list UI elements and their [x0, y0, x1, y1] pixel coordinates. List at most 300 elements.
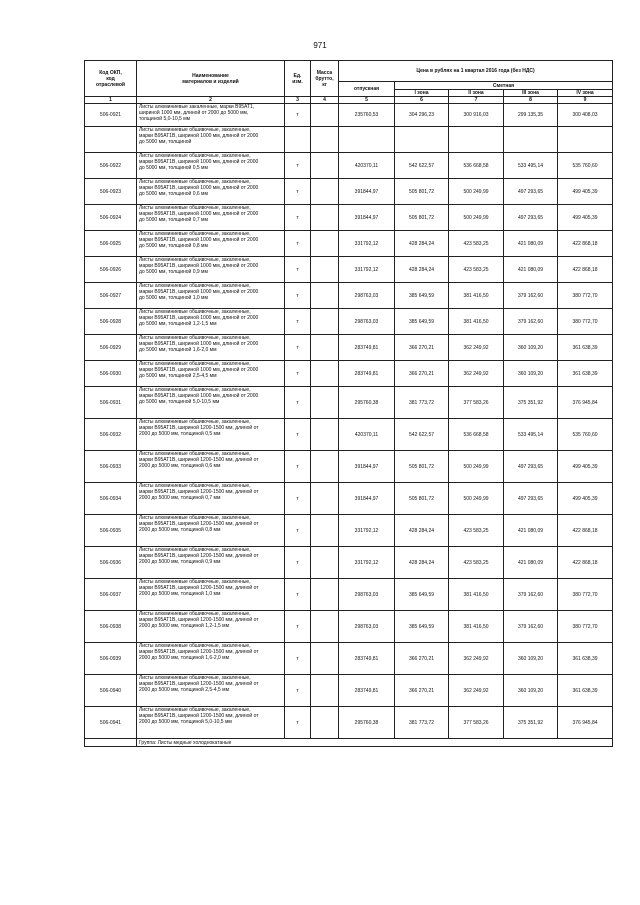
name-line: марки В95АТ1В, шириной 1200-1500 мм, длиной от [139, 649, 259, 655]
zone-4-price-cell: 380 772,70 [558, 309, 613, 335]
table-row [85, 483, 613, 515]
zone-3-price-cell [504, 127, 558, 153]
name-line: марки В95АТ1В, шириной 1200-1500 мм, длиной от [139, 681, 259, 687]
unit-cell: т [285, 515, 311, 547]
zone-1-price-cell: 385 649,59 [395, 579, 449, 611]
zone-4-price-cell: 535 760,60 [558, 153, 613, 179]
header-unit: Ед. изм. [285, 61, 311, 97]
name-cell [137, 127, 285, 153]
mass-cell [311, 547, 339, 579]
table-row [85, 675, 613, 707]
table-row [85, 707, 613, 739]
column-index: 2 [137, 97, 285, 104]
name-line: толщиной 5,0-10,5 мм [139, 116, 191, 122]
zone-1-price-cell: 381 773,72 [395, 707, 449, 739]
zone-2-price-cell: 362 249,92 [449, 335, 504, 361]
zone-2-price-cell: 377 583,26 [449, 387, 504, 419]
release-price-cell: 283749,81 [339, 335, 395, 361]
mass-cell [311, 104, 339, 127]
code-cell: 506-0927 [85, 283, 137, 309]
code-cell: 506-0928 [85, 309, 137, 335]
zone-1-price-cell: 385 649,59 [395, 283, 449, 309]
zone-1-price-cell: 366 270,21 [395, 361, 449, 387]
zone-2-price-cell: 381 416,50 [449, 309, 504, 335]
table-row [85, 515, 613, 547]
zone-3-price-cell: 379 162,60 [504, 283, 558, 309]
column-index: 6 [395, 97, 449, 104]
unit-cell: т [285, 611, 311, 643]
zone-3-price-cell: 421 080,09 [504, 231, 558, 257]
zone-4-price-cell: 376 945,84 [558, 387, 613, 419]
unit-cell: т [285, 283, 311, 309]
zone-4-price-cell: 422 868,18 [558, 231, 613, 257]
mass-cell [311, 283, 339, 309]
unit-cell: т [285, 309, 311, 335]
code-cell: 506-0922 [85, 153, 137, 179]
zone-3-price-cell: 360 109,20 [504, 675, 558, 707]
zone-3-price-cell: 375 351,92 [504, 387, 558, 419]
zone-2-price-cell: 500 249,99 [449, 483, 504, 515]
column-index: 9 [558, 97, 613, 104]
price-table [84, 60, 613, 747]
name-line: марки В95АТ1В, шириной 1000 мм, длиной от 2000 [139, 237, 259, 243]
name-cell [137, 231, 285, 257]
mass-cell [311, 643, 339, 675]
zone-3-price-cell: 379 162,60 [504, 579, 558, 611]
header-code: Код ОКП, код отраслевой [85, 61, 137, 97]
name-line: 2000 до 5000 мм, толщиной 0,7 мм [139, 495, 221, 501]
zone-3-price-cell: 421 080,09 [504, 515, 558, 547]
zone-1-price-cell: 381 773,72 [395, 387, 449, 419]
release-price-cell: 391844,97 [339, 483, 395, 515]
header-release-price: отпускная [339, 82, 395, 97]
name-line: Листы алюминиевые обшивочные, закаленные, [139, 283, 251, 289]
name-line: до 5000 мм, толщиной 0,6 мм [139, 191, 208, 197]
name-cell [137, 451, 285, 483]
column-index-row [85, 97, 613, 104]
zone-3-price-cell: 533 495,14 [504, 153, 558, 179]
release-price-cell: 283749,81 [339, 675, 395, 707]
name-line: до 5000 мм, толщиной 1,2-1,5 мм [139, 321, 217, 327]
zone-1-price-cell: 428 284,24 [395, 257, 449, 283]
code-cell: 506-0934 [85, 483, 137, 515]
table-row [85, 179, 613, 205]
zone-4-price-cell: 499 405,39 [558, 179, 613, 205]
zone-3-price-cell: 497 293,65 [504, 179, 558, 205]
zone-3-price-cell: 497 293,65 [504, 451, 558, 483]
name-line: Листы алюминиевые обшивочные, закаленные, [139, 231, 251, 237]
zone-2-price-cell: 381 416,50 [449, 579, 504, 611]
zone-3-price-cell: 533 495,14 [504, 419, 558, 451]
name-line: до 5000 мм, толщиной 1,6-2,0 мм [139, 347, 217, 353]
mass-cell [311, 179, 339, 205]
name-line: марки В95АТ1В, шириной 1200-1500 мм, длиной от [139, 553, 259, 559]
name-cell [137, 335, 285, 361]
name-line: до 5000 мм, толщиной [139, 139, 192, 145]
name-cell [137, 643, 285, 675]
zone-3-price-cell: 497 293,65 [504, 483, 558, 515]
code-cell: 506-0931 [85, 387, 137, 419]
unit-cell: т [285, 483, 311, 515]
name-line: Листы алюминиевые обшивочные, закаленные, [139, 547, 251, 553]
table-row [85, 257, 613, 283]
zone-2-price-cell: 500 249,99 [449, 205, 504, 231]
header-name: Наименование материалов и изделий [137, 61, 285, 97]
name-line: марки В95АТ1В, шириной 1000 мм, длиной от 2000 [139, 185, 259, 191]
name-line: Листы алюминиевые обшивочные, закаленные, [139, 419, 251, 425]
name-cell [137, 104, 285, 127]
code-cell: 506-0936 [85, 547, 137, 579]
zone-2-price-cell: 423 583,25 [449, 515, 504, 547]
name-line: 2000 до 5000 мм, толщиной 0,5 мм [139, 431, 221, 437]
table-row [85, 104, 613, 127]
release-price-cell: 420370,11 [339, 153, 395, 179]
zone-4-price-cell [558, 127, 613, 153]
zone-1-price-cell: 428 284,24 [395, 231, 449, 257]
mass-cell [311, 675, 339, 707]
zone-3-price-cell: 375 351,92 [504, 707, 558, 739]
release-price-cell: 295760,38 [339, 387, 395, 419]
release-price-cell: 331792,12 [339, 231, 395, 257]
mass-cell [311, 127, 339, 153]
name-line: марки В95АТ1В, шириной 1200-1500 мм, длиной от [139, 585, 259, 591]
zone-2-price-cell: 536 668,58 [449, 419, 504, 451]
zone-3-price-cell: 379 162,60 [504, 309, 558, 335]
unit-cell: т [285, 419, 311, 451]
column-index: 3 [285, 97, 311, 104]
mass-cell [311, 309, 339, 335]
zone-3-price-cell: 360 109,20 [504, 643, 558, 675]
name-cell [137, 283, 285, 309]
zone-2-price-cell: 362 249,92 [449, 675, 504, 707]
name-cell [137, 205, 285, 231]
unit-cell: т [285, 707, 311, 739]
table-row [85, 579, 613, 611]
table-row [85, 611, 613, 643]
zone-4-price-cell: 380 772,70 [558, 611, 613, 643]
name-line: 2000 до 5000 мм, толщиной 1,0 мм [139, 591, 221, 597]
release-price-cell: 331792,12 [339, 547, 395, 579]
name-line: марки В95АТ1В, шириной 1000 мм, длиной от 2000 [139, 393, 259, 399]
zone-4-price-cell: 361 638,39 [558, 335, 613, 361]
table-row [85, 335, 613, 361]
name-cell [137, 179, 285, 205]
zone-4-price-cell: 422 868,18 [558, 515, 613, 547]
name-line: 2000 до 5000 мм, толщиной 5,0-10,5 мм [139, 719, 232, 725]
name-cell [137, 515, 285, 547]
name-cell [137, 419, 285, 451]
page-number: 971 [313, 41, 327, 50]
name-line: до 5000 мм, толщиной 2,5-4,5 мм [139, 373, 217, 379]
name-line: 2000 до 5000 мм, толщиной 2,5-4,5 мм [139, 687, 230, 693]
mass-cell [311, 707, 339, 739]
zone-1-price-cell [395, 127, 449, 153]
release-price-cell [339, 127, 395, 153]
name-line: Листы алюминиевые обшивочные, закаленные, [139, 611, 251, 617]
zone-2-price-cell: 362 249,92 [449, 643, 504, 675]
name-line: марки В95АТ1В, шириной 1200-1500 мм, длиной от [139, 713, 259, 719]
unit-cell: т [285, 179, 311, 205]
name-line: Листы алюминиевые обшивочные, закаленные, [139, 515, 251, 521]
code-cell: 506-0924 [85, 205, 137, 231]
release-price-cell: 295760,38 [339, 707, 395, 739]
name-line: Листы алюминиевые обшивочные, закаленные, [139, 179, 251, 185]
zone-2-price-cell: 423 583,25 [449, 257, 504, 283]
zone-1-price-cell: 366 270,21 [395, 335, 449, 361]
code-cell: 506-0939 [85, 643, 137, 675]
name-line: марки В95АТ1В, шириной 1000 мм, длиной от 2000 [139, 211, 259, 217]
zone-1-price-cell: 428 284,24 [395, 515, 449, 547]
name-line: Листы алюминиевые обшивочные, закаленные, [139, 361, 251, 367]
group-code-cell [85, 739, 137, 747]
zone-3-price-cell: 421 080,09 [504, 257, 558, 283]
name-line: Листы алюминиевые обшивочные, закаленные, [139, 153, 251, 159]
zone-2-price-cell [449, 127, 504, 153]
header-zone-3: III зона [504, 90, 558, 97]
name-line: марки В95АТ1В, шириной 1200-1500 мм, длиной от [139, 489, 259, 495]
unit-cell: т [285, 643, 311, 675]
column-index: 4 [311, 97, 339, 104]
release-price-cell: 298763,03 [339, 579, 395, 611]
name-line: до 5000 мм, толщиной 0,7 мм [139, 217, 208, 223]
header-mass: Масса брутто, кг [311, 61, 339, 97]
header-price-title: Цена в рублях на 1 квартал 2016 года (без НДС) [339, 61, 613, 82]
mass-cell [311, 483, 339, 515]
zone-1-price-cell: 428 284,24 [395, 547, 449, 579]
zone-2-price-cell: 381 416,50 [449, 283, 504, 309]
zone-2-price-cell: 377 583,26 [449, 707, 504, 739]
zone-1-price-cell: 505 801,72 [395, 451, 449, 483]
name-line: до 5000 мм, толщиной 0,5 мм [139, 165, 208, 171]
column-index: 8 [504, 97, 558, 104]
mass-cell [311, 451, 339, 483]
zone-1-price-cell: 366 270,21 [395, 643, 449, 675]
zone-4-price-cell: 380 772,70 [558, 283, 613, 309]
name-line: марки В95АТ1В, шириной 1000 мм, длиной от 2000 [139, 263, 259, 269]
unit-cell: т [285, 361, 311, 387]
zone-2-price-cell: 381 416,50 [449, 611, 504, 643]
name-line: до 5000 мм, толщиной 0,9 мм [139, 269, 208, 275]
mass-cell [311, 335, 339, 361]
zone-1-price-cell: 505 801,72 [395, 179, 449, 205]
zone-1-price-cell: 542 622,57 [395, 153, 449, 179]
name-line: 2000 до 5000 мм, толщиной 0,9 мм [139, 559, 221, 565]
release-price-cell: 331792,12 [339, 257, 395, 283]
header-zone-1: I зона [395, 90, 449, 97]
code-cell: 506-0926 [85, 257, 137, 283]
table-row [85, 153, 613, 179]
zone-1-price-cell: 505 801,72 [395, 483, 449, 515]
name-cell [137, 579, 285, 611]
column-index: 7 [449, 97, 504, 104]
release-price-cell: 391844,97 [339, 179, 395, 205]
name-line: Листы алюминиевые обшивочные, закаленные, [139, 643, 251, 649]
table-row [85, 547, 613, 579]
zone-1-price-cell: 366 270,21 [395, 675, 449, 707]
name-line: марки В95АТ1В, шириной 1000 мм, длиной от 2000 [139, 315, 259, 321]
zone-4-price-cell: 376 945,84 [558, 707, 613, 739]
name-line: марки В95АТ1В, шириной 1000 мм, длиной от 2000 [139, 341, 259, 347]
table-row [85, 231, 613, 257]
release-price-cell: 235760,53 [339, 104, 395, 127]
zone-4-price-cell: 535 760,60 [558, 419, 613, 451]
zone-4-price-cell: 300 408,03 [558, 104, 613, 127]
name-line: Листы алюминиевые обшивочные, закаленные, [139, 579, 251, 585]
zone-3-price-cell: 379 162,60 [504, 611, 558, 643]
zone-1-price-cell: 505 801,72 [395, 205, 449, 231]
release-price-cell: 391844,97 [339, 205, 395, 231]
name-line: 2000 до 5000 мм, толщиной 0,8 мм [139, 527, 221, 533]
name-cell [137, 547, 285, 579]
code-cell: 506-0932 [85, 419, 137, 451]
zone-1-price-cell: 304 296,23 [395, 104, 449, 127]
table-row [85, 283, 613, 309]
table-body [85, 104, 613, 739]
release-price-cell: 420370,11 [339, 419, 395, 451]
name-cell [137, 153, 285, 179]
code-cell: 506-0925 [85, 231, 137, 257]
zone-3-price-cell: 421 080,09 [504, 547, 558, 579]
code-cell: 506-0933 [85, 451, 137, 483]
name-line: Листы алюминиевые обшивочные, закаленные, [139, 387, 251, 393]
name-line: Листы алюминиевые обшивочные, закаленные, [139, 309, 251, 315]
zone-2-price-cell: 423 583,25 [449, 547, 504, 579]
zone-2-price-cell: 362 249,92 [449, 361, 504, 387]
unit-cell: т [285, 257, 311, 283]
table-row [85, 419, 613, 451]
zone-4-price-cell: 499 405,39 [558, 205, 613, 231]
release-price-cell: 298763,03 [339, 611, 395, 643]
zone-2-price-cell: 536 668,58 [449, 153, 504, 179]
table-row [85, 387, 613, 419]
table-row [85, 309, 613, 335]
name-cell [137, 361, 285, 387]
unit-cell: т [285, 231, 311, 257]
name-line: Листы алюминиевые обшивочные, закаленные, [139, 205, 251, 211]
table-row [85, 127, 613, 153]
zone-1-price-cell: 542 622,57 [395, 419, 449, 451]
name-line: марки В95АТ1В, шириной 1000 мм, длиной от 2000 [139, 159, 259, 165]
code-cell: 506-0937 [85, 579, 137, 611]
name-line: марки В95АТ1В, шириной 1200-1500 мм, длиной от [139, 521, 259, 527]
unit-cell: т [285, 675, 311, 707]
name-cell [137, 309, 285, 335]
name-cell [137, 257, 285, 283]
code-cell: 506-0935 [85, 515, 137, 547]
column-index: 1 [85, 97, 137, 104]
release-price-cell: 298763,03 [339, 283, 395, 309]
unit-cell: т [285, 579, 311, 611]
unit-cell: т [285, 104, 311, 127]
name-line: 2000 до 5000 мм, толщиной 1,2-1,5 мм [139, 623, 230, 629]
mass-cell [311, 153, 339, 179]
mass-cell [311, 579, 339, 611]
name-line: марки В95АТ1В, шириной 1200-1500 мм, длиной от [139, 425, 259, 431]
header-estimate-price: Сметная [395, 82, 613, 90]
table-row [85, 205, 613, 231]
unit-cell: т [285, 205, 311, 231]
zone-4-price-cell: 380 772,70 [558, 579, 613, 611]
zone-1-price-cell: 385 649,59 [395, 309, 449, 335]
name-line: до 5000 мм, толщиной 5,0-10,5 мм [139, 399, 220, 405]
mass-cell [311, 515, 339, 547]
name-line: марки В95АТ1В, шириной 1000 мм, длиной от 2000 [139, 133, 259, 139]
mass-cell [311, 419, 339, 451]
mass-cell [311, 387, 339, 419]
release-price-cell: 331792,12 [339, 515, 395, 547]
name-line: Листы алюминиевые обшивочные, закаленные, [139, 335, 251, 341]
unit-cell: т [285, 387, 311, 419]
name-line: Листы алюминиевые обшивочные, закаленные, [139, 707, 251, 713]
zone-2-price-cell: 500 249,99 [449, 179, 504, 205]
name-cell [137, 387, 285, 419]
name-line: 2000 до 5000 мм, толщиной 0,6 мм [139, 463, 221, 469]
zone-4-price-cell: 422 868,18 [558, 257, 613, 283]
header-zone-4: IV зона [558, 90, 613, 97]
zone-2-price-cell: 500 249,99 [449, 451, 504, 483]
release-price-cell: 391844,97 [339, 451, 395, 483]
column-index: 5 [339, 97, 395, 104]
table-row [85, 451, 613, 483]
unit-cell [285, 127, 311, 153]
code-cell: 506-0923 [85, 179, 137, 205]
mass-cell [311, 231, 339, 257]
name-line: Листы алюминиевые обшивочные, закаленные, [139, 257, 251, 263]
name-cell [137, 611, 285, 643]
code-cell: 506-0921 [85, 104, 137, 127]
code-cell [85, 127, 137, 153]
zone-3-price-cell: 497 293,65 [504, 205, 558, 231]
zone-3-price-cell: 299 135,35 [504, 104, 558, 127]
zone-4-price-cell: 422 868,18 [558, 547, 613, 579]
code-cell: 506-0940 [85, 675, 137, 707]
group-footer: Группа: Листы медные холоднокатаные [137, 739, 613, 747]
code-cell: 506-0930 [85, 361, 137, 387]
zone-2-price-cell: 300 916,03 [449, 104, 504, 127]
name-line: Листы алюминиевые обшивочные, закаленные, [139, 127, 251, 133]
name-line: шириной 1000 мм, длиной от 2000 до 5000 мм, [139, 110, 249, 116]
mass-cell [311, 205, 339, 231]
table-row [85, 361, 613, 387]
unit-cell: т [285, 547, 311, 579]
zone-2-price-cell: 423 583,25 [449, 231, 504, 257]
release-price-cell: 283749,81 [339, 643, 395, 675]
code-cell: 506-0941 [85, 707, 137, 739]
header-zone-2: II зона [449, 90, 504, 97]
name-cell [137, 675, 285, 707]
name-line: 2000 до 5000 мм, толщиной 1,6-2,0 мм [139, 655, 230, 661]
release-price-cell: 283749,81 [339, 361, 395, 387]
name-line: Листы алюминиевые обшивочные, закаленные, [139, 675, 251, 681]
zone-3-price-cell: 360 109,20 [504, 361, 558, 387]
name-line: до 5000 мм, толщиной 1,0 мм [139, 295, 208, 301]
mass-cell [311, 361, 339, 387]
code-cell: 506-0938 [85, 611, 137, 643]
name-line: марки В95АТ1В, шириной 1000 мм, длиной от 2000 [139, 367, 259, 373]
unit-cell: т [285, 335, 311, 361]
zone-4-price-cell: 499 405,39 [558, 451, 613, 483]
name-cell [137, 707, 285, 739]
zone-4-price-cell: 361 638,39 [558, 675, 613, 707]
name-line: до 5000 мм, толщиной 0,8 мм [139, 243, 208, 249]
name-line: марки В95АТ1В, шириной 1000 мм, длиной от 2000 [139, 289, 259, 295]
unit-cell: т [285, 451, 311, 483]
zone-4-price-cell: 361 638,39 [558, 643, 613, 675]
name-line: марки В95АТ1В, шириной 1200-1500 мм, длиной от [139, 457, 259, 463]
zone-1-price-cell: 385 649,59 [395, 611, 449, 643]
zone-3-price-cell: 360 109,20 [504, 335, 558, 361]
zone-4-price-cell: 499 405,39 [558, 483, 613, 515]
